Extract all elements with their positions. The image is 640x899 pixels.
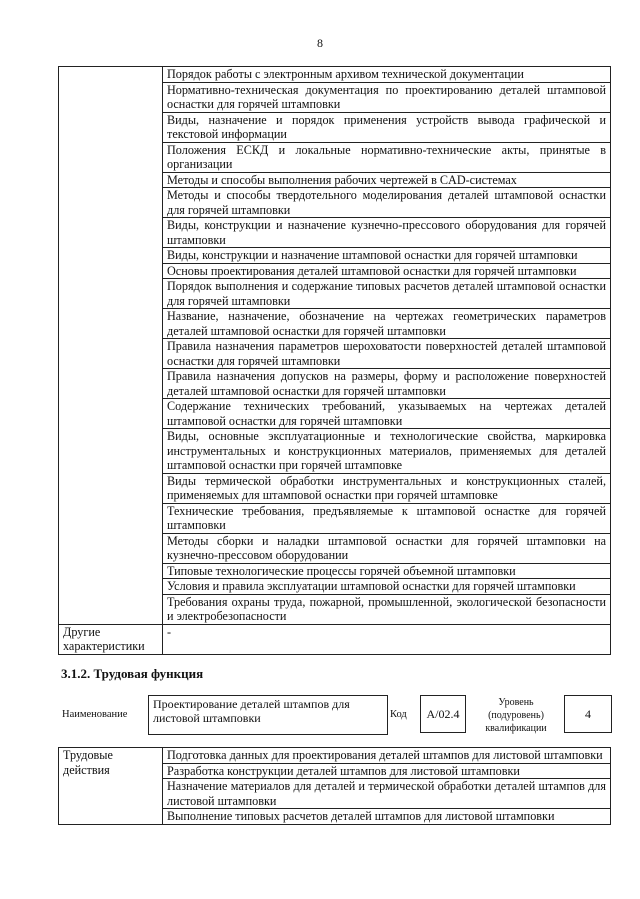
requirement-item: Методы и способы выполнения рабочих чертежей в CAD-системах (163, 172, 611, 188)
code-label: Код (390, 709, 407, 720)
requirement-item: Порядок выполнения и содержание типовых расчетов деталей штамповой оснастки для горячей штамповки (163, 279, 611, 309)
labor-actions-label: Трудовые действия (59, 748, 163, 825)
requirement-item: Виды термической обработки инструментальных и конструкционных сталей, применяемых для штамповой оснастки при горячей штамповке (163, 473, 611, 503)
requirement-item: Типовые технологические процессы горячей объемной штамповки (163, 563, 611, 579)
requirement-item: Методы сборки и наладки штамповой оснастки для горячей штамповки на кузнечно-прессовом оборудовании (163, 533, 611, 563)
labor-action-item: Назначение материалов для деталей и термической обработки деталей штампов для листовой штамповки (163, 779, 611, 809)
labor-actions-table (58, 747, 611, 825)
requirement-item: Нормативно-техническая документация по проектированию деталей штамповой оснастки для горячей штамповки (163, 82, 611, 112)
labor-action-item: Разработка конструкции деталей штампов для листовой штамповки (163, 763, 611, 779)
requirement-item: Содержание технических требований, указываемых на чертежах деталей штамповой оснастки для горячей штамповки (163, 399, 611, 429)
requirement-item: Виды, основные эксплуатационные и технологические свойства, маркировка инструментальных и конструкционных материалов, применяемых для деталей штамповой оснастки при горячей штамповке (163, 429, 611, 474)
requirement-item: Технические требования, предъявляемые к штамповой оснастке для горячей штамповки (163, 503, 611, 533)
code-box: А/02.4 (420, 695, 466, 733)
function-header (58, 695, 618, 739)
name-label: Наименование (62, 709, 128, 720)
requirement-item: Порядок работы с электронным архивом технической документации (163, 67, 611, 83)
requirement-item: Правила назначения параметров шероховатости поверхностей деталей штамповой оснастки для горячей штамповки (163, 339, 611, 369)
requirement-item: Требования охраны труда, пожарной, промышленной, экологической безопасности и электробезопасности (163, 594, 611, 624)
requirement-item: Условия и правила эксплуатации штамповой оснастки для горячей штамповки (163, 579, 611, 595)
other-characteristics-label: Другие характеристики (59, 624, 163, 654)
level-box: 4 (564, 695, 612, 733)
function-name-box: Проектирование деталей штампов для листовой штамповки (148, 695, 388, 735)
requirement-item: Виды, конструкции и назначение штамповой оснастки для горячей штамповки (163, 248, 611, 264)
level-label: Уровень (подуровень) квалификации (485, 697, 547, 734)
table-row (59, 624, 611, 654)
requirement-item: Правила назначения допусков на размеры, форму и расположение поверхностей деталей штамповой оснастки для горячей штамповки (163, 369, 611, 399)
page-number: 8 (317, 36, 323, 50)
requirement-item: Основы проектирования деталей штамповой оснастки для горячей штамповки (163, 263, 611, 279)
knowledge-table (58, 66, 611, 655)
requirement-item: Виды, назначение и порядок применения устройств вывода графической и текстовой информации (163, 112, 611, 142)
labor-action-item: Подготовка данных для проектирования деталей штампов для листовой штамповки (163, 748, 611, 764)
requirement-item: Положения ЕСКД и локальные нормативно-технические акты, принятые в организации (163, 142, 611, 172)
labor-action-item: Выполнение типовых расчетов деталей штампов для листовой штамповки (163, 809, 611, 825)
requirement-item: Методы и способы твердотельного моделирования деталей штамповой оснастки для горячей штамповки (163, 188, 611, 218)
section-heading: 3.1.2. Трудовая функция (61, 666, 204, 681)
other-characteristics-value: - (163, 624, 611, 654)
requirements-label (59, 67, 163, 625)
requirement-item: Название, назначение, обозначение на чертежах геометрических параметров деталей штамповой оснастки для горячей штамповки (163, 309, 611, 339)
table-row (59, 748, 611, 764)
requirement-item: Виды, конструкции и назначение кузнечно-прессового оборудования для горячей штамповки (163, 218, 611, 248)
table-row (59, 67, 611, 83)
